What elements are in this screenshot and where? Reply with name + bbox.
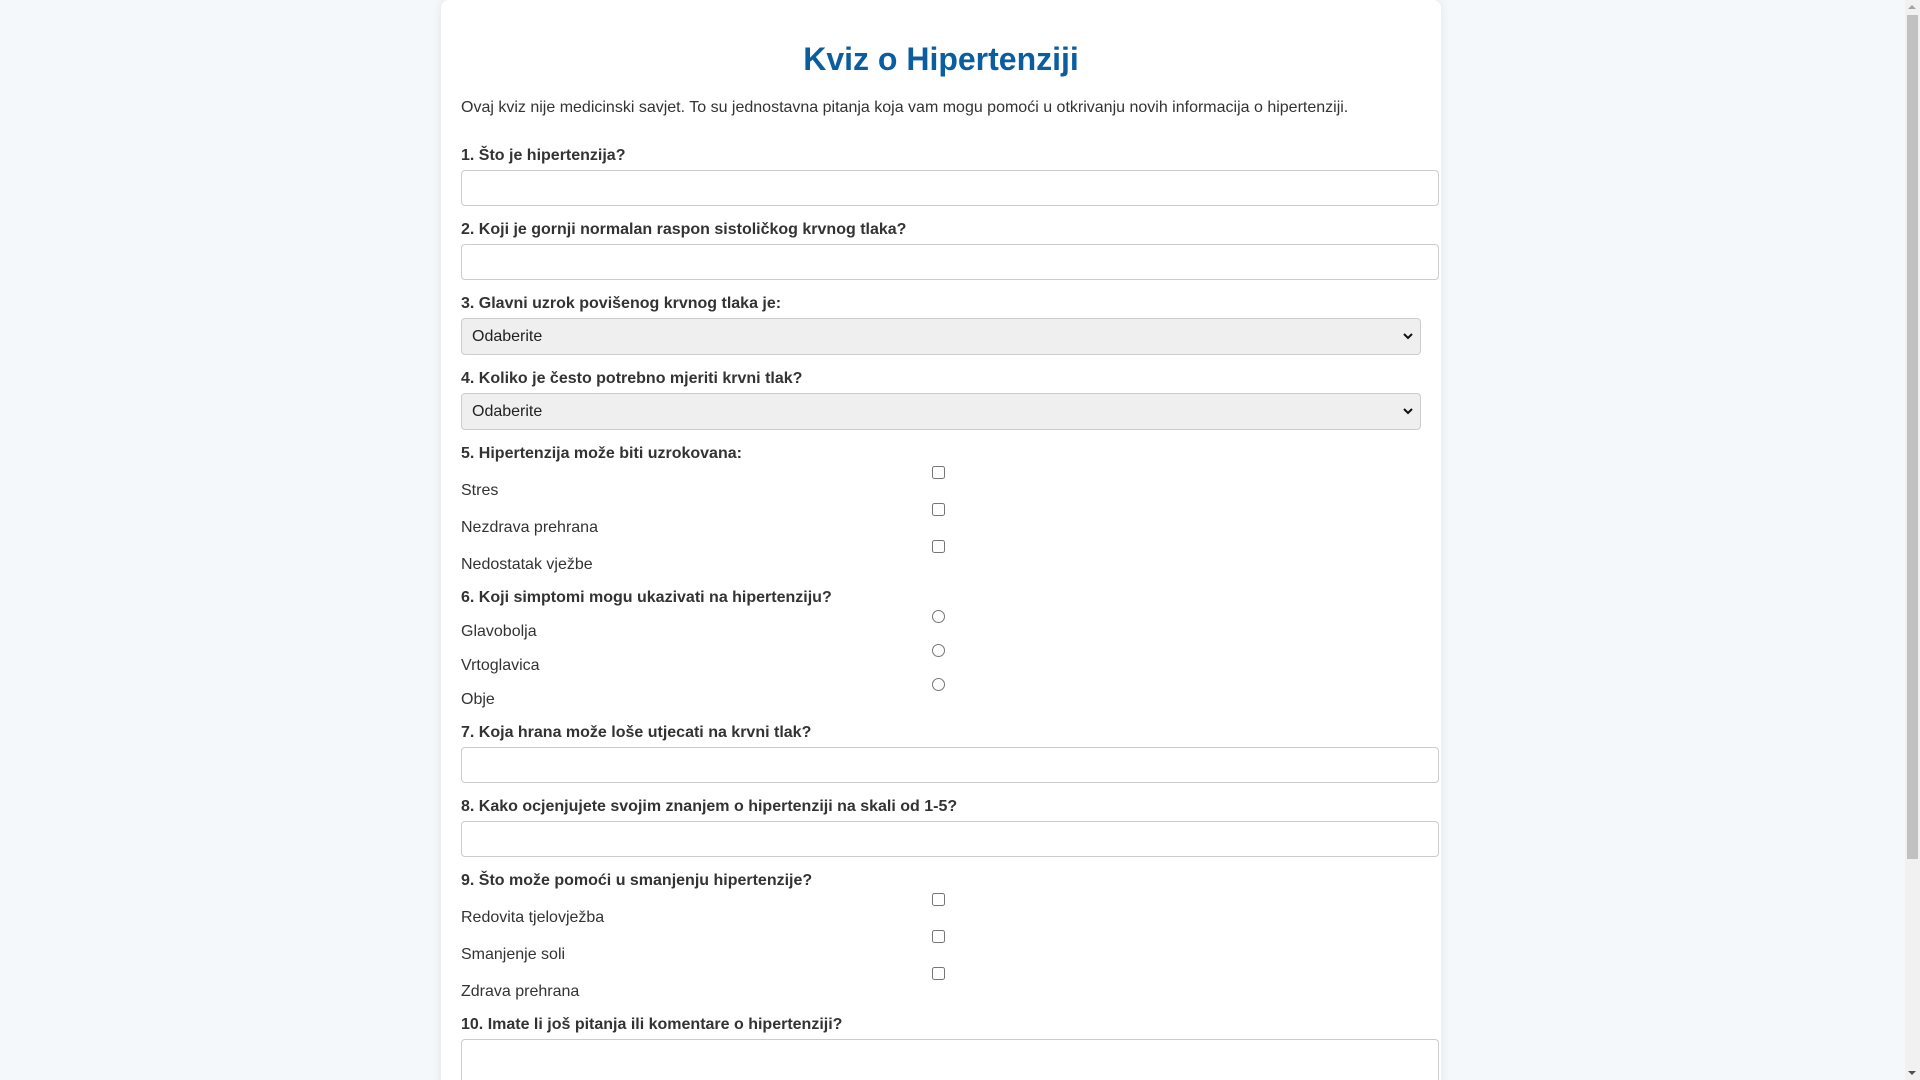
radio-obje[interactable] (932, 678, 945, 691)
question-3-select[interactable] (461, 318, 1421, 355)
checkbox-smanjenje-soli[interactable] (932, 930, 945, 943)
option-label-glavobolja[interactable]: Glavobolja (461, 623, 537, 640)
radio-vrtoglavica[interactable] (932, 644, 945, 657)
scroll-up-arrow-icon[interactable] (1908, 5, 1916, 9)
chevron-down-icon (1402, 319, 1414, 354)
question-9-label: 9. Što može pomoći u smanjenju hipertenzije? (461, 872, 813, 889)
question-8-input[interactable] (461, 821, 1439, 857)
checkbox-stres[interactable] (932, 466, 945, 479)
scroll-down-arrow-icon[interactable] (1908, 1071, 1916, 1075)
question-7-input[interactable] (461, 747, 1439, 783)
option-label-vrtoglavica[interactable]: Vrtoglavica (461, 657, 540, 674)
question-5-label: 5. Hipertenzija može biti uzrokovana: (461, 445, 742, 462)
question-1-input[interactable] (461, 170, 1439, 206)
option-label-smanjenje-soli[interactable]: Smanjenje soli (461, 946, 566, 963)
question-8-label: 8. Kako ocjenjujete svojim znanjem o hipertenziji na skali od 1-5? (461, 798, 958, 815)
chevron-down-icon (1402, 394, 1414, 429)
question-4-select[interactable] (461, 393, 1421, 430)
option-label-nezdrava-prehrana[interactable]: Nezdrava prehrana (461, 519, 598, 536)
question-10-label: 10. Imate li još pitanja ili komentare o hipertenziji? (461, 1016, 843, 1033)
question-7 (461, 724, 1421, 783)
question-6 (461, 589, 1421, 709)
question-10-textarea[interactable] (461, 1039, 1439, 1080)
checkbox-redovita-tjelovjezba[interactable] (932, 893, 945, 906)
checkbox-nedostatak-vjezbe[interactable] (932, 540, 945, 553)
option-label-zdrava-prehrana[interactable]: Zdrava prehrana (461, 983, 580, 1000)
checkbox-zdrava-prehrana[interactable] (932, 967, 945, 980)
question-1 (461, 147, 1421, 206)
option-label-nedostatak-vjezbe[interactable]: Nedostatak vježbe (461, 556, 593, 573)
scrollbar-thumb[interactable] (1907, 15, 1918, 859)
question-10 (461, 1016, 1421, 1080)
question-3 (461, 295, 1421, 355)
question-4 (461, 370, 1421, 430)
intro-text: Ovaj kviz nije medicinski savjet. To su jednostavna pitanja koja vam mogu pomoći u otkrivanju novih informacija o hipertenziji. (461, 99, 1349, 116)
checkbox-nezdrava-prehrana[interactable] (932, 503, 945, 516)
quiz-form (461, 147, 1421, 1080)
radio-glavobolja[interactable] (932, 610, 945, 623)
question-2 (461, 221, 1421, 280)
option-label-stres[interactable]: Stres (461, 482, 499, 499)
option-label-obje[interactable]: Obje (461, 691, 495, 708)
question-4-label: 4. Koliko je često potrebno mjeriti krvni tlak? (461, 370, 803, 387)
question-2-input[interactable] (461, 244, 1439, 280)
vertical-scrollbar[interactable] (1905, 0, 1920, 1080)
question-2-label: 2. Koji je gornji normalan raspon sistoličkog krvnog tlaka? (461, 221, 907, 238)
question-4-selected-value: Odaberite (472, 403, 543, 420)
option-label-redovita-tjelovjezba[interactable]: Redovita tjelovježba (461, 909, 605, 926)
quiz-card (441, 0, 1441, 1080)
page-title: Kviz o Hipertenziji (803, 41, 1079, 77)
question-3-label: 3. Glavni uzrok povišenog krvnog tlaka je: (461, 295, 782, 312)
question-5 (461, 445, 1421, 574)
question-6-label: 6. Koji simptomi mogu ukazivati na hipertenziju? (461, 589, 832, 606)
question-9 (461, 872, 1421, 1001)
question-7-label: 7. Koja hrana može loše utjecati na krvni tlak? (461, 724, 812, 741)
question-1-label: 1. Što je hipertenzija? (461, 147, 626, 164)
question-8 (461, 798, 1421, 857)
question-3-selected-value: Odaberite (472, 328, 543, 345)
